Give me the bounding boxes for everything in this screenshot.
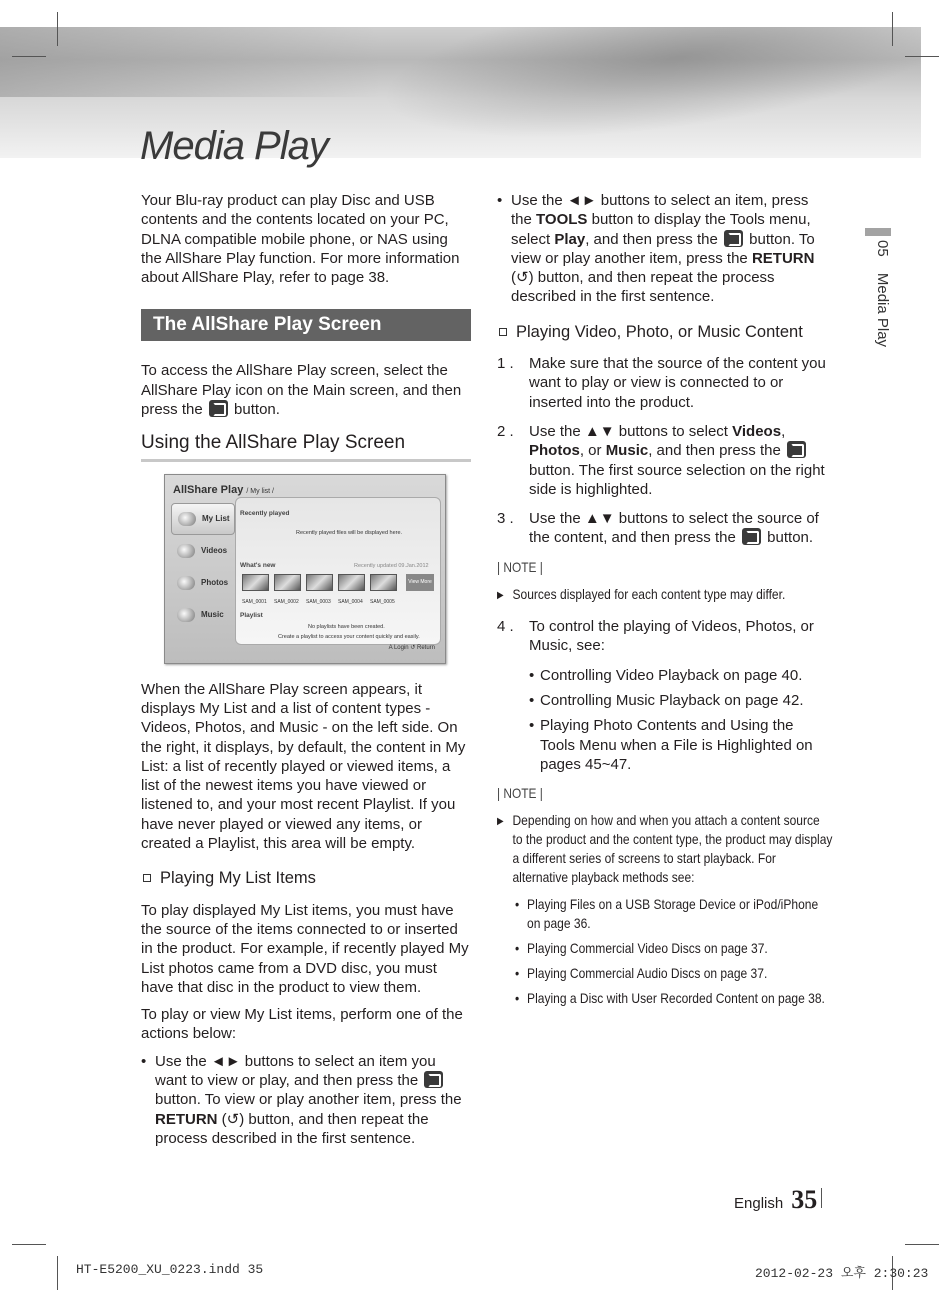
note-triangle-icon: ▶: [497, 816, 504, 828]
access-paragraph: [141, 361, 471, 419]
bullet-dot: •: [515, 990, 520, 1007]
menu-item-my-list: [171, 503, 235, 535]
note-bullet-text: Playing Commercial Video Discs on page 37.: [527, 940, 768, 957]
playlist-msg: No playlists have been created.: [308, 623, 385, 630]
bullet-dot: •: [515, 965, 520, 982]
access-text-a: To access the AllShare Play screen, select the AllShare Play icon on the Main screen, and then press the: [141, 362, 462, 419]
thumbnail: [338, 574, 365, 591]
screen-menu: [171, 503, 235, 631]
step-text: [529, 509, 832, 548]
right-column: [497, 191, 832, 1014]
page-title: Media Play: [140, 124, 328, 168]
enter-button-icon: [209, 400, 228, 417]
note-text: Depending on how and when you attach a content source to the product and the content type, the product may display a different series of screens to start playback. For alternative playback methods see:: [512, 812, 833, 886]
my-list-heading: [141, 869, 471, 888]
step-text: Make sure that the source of the content you want to play or view is connected to or inserted into the product.: [529, 355, 826, 411]
note-bullet: [515, 939, 830, 958]
screen-content-panel: [235, 497, 441, 645]
enter-button-icon: [424, 1071, 443, 1088]
crop-mark: [57, 1256, 58, 1290]
step4-bullet: [529, 666, 832, 685]
view-more-button: View More: [406, 574, 434, 591]
menu-label: My List: [202, 514, 230, 524]
menu-item-videos: [171, 535, 235, 567]
step-number: 1 .: [497, 355, 514, 373]
step-number: 3 .: [497, 510, 514, 528]
bullet-dot: •: [515, 896, 520, 913]
screen-breadcrumb: / My list /: [246, 487, 275, 495]
crop-mark: [905, 1244, 939, 1245]
bullet-text-a: Use the ◄► buttons to select an item, press the: [511, 192, 809, 229]
bullet-text-c: (↺) button, and then repeat the process described in the first sentence.: [155, 1110, 429, 1147]
my-list-heading-text: Playing My List Items: [160, 869, 316, 888]
step3-text-a: Use the ▲▼ buttons to select the source of the content, and then press the: [529, 510, 819, 547]
bullet-text-b: button. To view or play another item, press the: [155, 1091, 462, 1109]
videos-icon: [177, 544, 195, 558]
bullet-dot: •: [515, 940, 520, 957]
bullet-text-e: (↺) button, and then repeat the process described in the first sentence.: [511, 269, 775, 306]
step-number: 4 .: [497, 618, 514, 636]
return-label: RETURN: [155, 1110, 218, 1128]
note-bullet: [515, 989, 830, 1008]
playlist-msg2: Create a playlist to access your content quickly and easily.: [278, 633, 420, 640]
enter-button-icon: [742, 528, 761, 545]
menu-label: Music: [201, 610, 224, 620]
tools-label: TOOLS: [536, 211, 588, 229]
bullet-item: [141, 1052, 471, 1148]
access-text-b: button.: [234, 401, 280, 419]
footer-rule: [821, 1188, 822, 1208]
step-1: [497, 354, 832, 412]
my-list-icon: [178, 512, 196, 526]
bullet-dot: •: [497, 192, 503, 209]
note-bullet-text: Playing Commercial Audio Discs on page 37.: [527, 965, 768, 982]
square-bullet-icon: [143, 874, 151, 882]
screen-title-text: AllShare Play: [173, 483, 244, 496]
my-list-paragraph-1: To play displayed My List items, you must have the source of the items connected to or inserted in the product. For example, if recently played My List photos came from a DVD disc, you must have that disc in the product to view them.: [141, 901, 469, 996]
bullet-dot: •: [529, 717, 535, 735]
step3-text-b: button.: [767, 529, 814, 547]
note-bullet: [515, 895, 830, 933]
music-label: Music: [605, 442, 649, 460]
square-bullet-icon: [499, 328, 507, 336]
note-text: Sources displayed for each content type may differ.: [512, 586, 786, 603]
crop-mark: [892, 12, 893, 46]
step4-bullet-text: Controlling Video Playback on page 40.: [540, 666, 803, 684]
recently-played-label: Recently played: [240, 509, 290, 517]
videos-label: Videos: [732, 422, 782, 440]
screen-footer: A Login ↺ Return: [388, 645, 435, 652]
intro-paragraph: Your Blu-ray product can play Disc and USB contents and the contents located on your PC, DLNA compatible mobile phone, or NAS using the AllShare Play function. For more information about AllShare Play, refer to page 38.: [141, 192, 460, 287]
playlist-label: Playlist: [240, 611, 263, 619]
photos-label: Photos: [529, 442, 580, 460]
print-slug-right: 2012-02-23 오후 2:30:23: [755, 1266, 929, 1281]
page-footer: [734, 1185, 822, 1215]
step-4: [497, 617, 832, 656]
thumb-caption: SAM_0005: [370, 598, 395, 605]
chapter-number: 05: [874, 240, 891, 257]
crop-mark: [905, 56, 939, 57]
enter-button-icon: [787, 441, 806, 458]
side-tab-text: [874, 240, 891, 347]
step4-bullet: [529, 691, 832, 710]
menu-label: Videos: [201, 546, 228, 556]
bullet-dot: •: [529, 691, 535, 709]
chapter-side-tab: [863, 228, 893, 368]
bullet-text-d: button. To view or play another item, press the: [511, 230, 815, 267]
play-label: Play: [554, 230, 586, 248]
footer-language: English: [734, 1195, 784, 1212]
bullet-text: [511, 191, 832, 307]
left-column: [141, 191, 471, 1154]
side-tab-bar: [865, 228, 891, 236]
step-2: [497, 422, 832, 499]
allshare-screenshot: [164, 474, 446, 664]
menu-item-music: [171, 599, 235, 631]
menu-item-photos: [171, 567, 235, 599]
content-heading: [497, 323, 832, 342]
bullet-text: [155, 1052, 471, 1148]
step-number: 2 .: [497, 422, 514, 440]
bullet-dot: •: [141, 1052, 147, 1070]
thumb-caption: SAM_0004: [338, 598, 363, 605]
content-heading-text: Playing Video, Photo, or Music Content: [516, 322, 803, 341]
bullet-dot: •: [529, 666, 535, 684]
step2-text-b: , and then press the: [648, 442, 781, 460]
subheading: Using the AllShare Play Screen: [141, 433, 471, 461]
crop-mark: [12, 56, 46, 57]
section-title: The AllShare Play Screen: [141, 309, 471, 341]
note-triangle-icon: ▶: [497, 590, 504, 602]
crop-mark: [57, 12, 58, 46]
header-banner: [0, 27, 921, 158]
chapter-label: Media Play: [874, 272, 891, 348]
my-list-paragraph-2: To play or view My List items, perform one of the actions below:: [141, 1006, 463, 1043]
step-text: Use the ▲▼ buttons to select Videos, Photos, or Music, and then press the button. The first source selection on the right side is highlighted.: [529, 422, 825, 498]
note-bullet-text: Playing a Disc with User Recorded Content on page 38.: [527, 990, 825, 1007]
thumbnail: [242, 574, 269, 591]
page-number: 35: [791, 1185, 818, 1214]
thumbnail: [306, 574, 333, 591]
description-paragraph: When the AllShare Play screen appears, it displays My List and a list of content types - Videos, Photos, and Music - on the left side. On the right, it displays, by default, the content in My List: a list of recently played or viewed items, a list of the newest items you have viewed or listened to, and your most recent Playlist. If you have never played or viewed any items, or created a Playlist, this area will be empty.: [141, 680, 466, 853]
menu-label: Photos: [201, 578, 229, 588]
crop-mark: [12, 1244, 46, 1245]
music-icon: [177, 608, 195, 622]
bullet-text-b: button to display the Tools menu, select: [511, 211, 811, 248]
updated-label: Recently updated 09.Jan.2012: [354, 562, 429, 569]
step2-text-a: Use the ▲▼ buttons to select: [529, 422, 728, 440]
thumbnail: [274, 574, 301, 591]
thumbnail: [370, 574, 397, 591]
note-bullet-text: Playing Files on a USB Storage Device or iPod/iPhone on page 36.: [527, 896, 819, 932]
step-3: [497, 509, 832, 548]
step-text: To control the playing of Videos, Photos, or Music, see:: [529, 618, 814, 655]
step4-bullet-text: Playing Photo Contents and Using the Tools Menu when a File is Highlighted on pages 45~47.: [540, 717, 813, 773]
thumb-caption: SAM_0003: [306, 598, 331, 605]
note-label: | NOTE |: [497, 785, 543, 802]
note-item: [497, 811, 832, 887]
return-label: RETURN: [751, 249, 815, 267]
thumb-caption: SAM_0002: [274, 598, 299, 605]
bullet-text-c: , and then press the: [585, 230, 718, 248]
note-item: [497, 585, 832, 605]
whats-new-label: What's new: [240, 561, 276, 569]
bullet-text-a: Use the ◄► buttons to select an item you want to view or play, and then press the: [155, 1052, 436, 1090]
bullet-item: [497, 191, 832, 307]
photos-icon: [177, 576, 195, 590]
recently-played-msg: Recently played files will be displayed here.: [296, 529, 403, 536]
note-bullet: [515, 964, 830, 983]
thumb-caption: SAM_0001: [242, 598, 267, 605]
step4-bullet-text: Controlling Music Playback on page 42.: [540, 691, 804, 709]
enter-button-icon: [724, 230, 743, 247]
step2-text-c: button. The first source selection on the right side is highlighted.: [529, 461, 825, 498]
print-slug-left: HT-E5200_XU_0223.indd 35: [76, 1262, 264, 1277]
step4-bullet: [529, 716, 832, 774]
note-label: | NOTE |: [497, 558, 543, 575]
